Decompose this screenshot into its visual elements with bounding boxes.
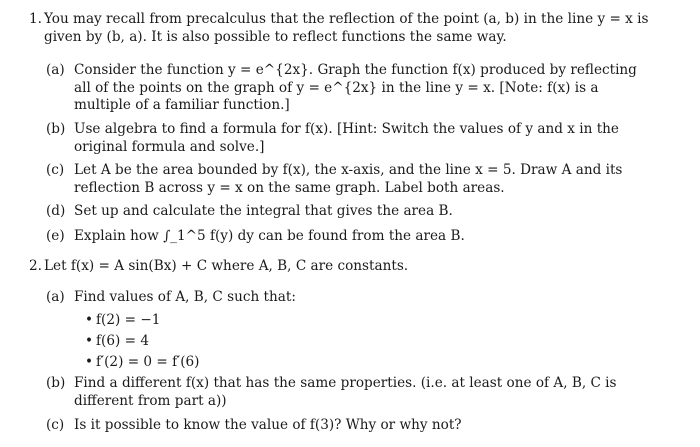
part-label: (c): [46, 417, 65, 433]
part-label: (a): [46, 62, 65, 78]
part-1b: [46, 121, 642, 156]
problem-2: [26, 258, 670, 276]
part-label: (a): [46, 289, 65, 305]
part-text: Consider the function y = e^{2x}. Graph the function f(x) produced by reflecting all of the points on the graph of y = e^{2x} in the line y = x. [Note: f(x) is a multiple of a familiar function.]: [74, 62, 637, 113]
part-label: (b): [46, 121, 66, 137]
part-label: (e): [46, 228, 65, 244]
problem-number: 2.: [29, 258, 42, 274]
part-2a: [46, 289, 642, 307]
part-text: Is it possible to know the value of f(3)? Why or why not?: [74, 417, 462, 433]
part-text: Find a different f(x) that has the same properties. (i.e. at least one of A, B, C is different from part a)): [74, 375, 617, 409]
part-2b: [46, 375, 642, 410]
bullet-item: • f(2) = −1: [96, 312, 160, 330]
problem-intro: Let f(x) = A sin(Bx) + C where A, B, C are constants.: [44, 258, 409, 274]
part-text: Use algebra to find a formula for f(x). [Hint: Switch the values of y and x in the original formula and solve.]: [74, 121, 619, 155]
part-2c: [46, 417, 642, 435]
part-label: (d): [46, 203, 66, 219]
part-text: Find values of A, B, C such that:: [74, 289, 296, 305]
problem-1: [26, 11, 670, 46]
part-1d: [46, 203, 642, 221]
part-text: Explain how ∫_1^5 f(y) dy can be found from the area B.: [74, 228, 465, 244]
part-text: Set up and calculate the integral that gives the area B.: [74, 203, 453, 219]
part-1a: [46, 62, 642, 115]
part-text: Let A be the area bounded by f(x), the x-axis, and the line x = 5. Draw A and its reflection B across y = x on the same graph. Label both areas.: [74, 162, 623, 196]
bullet-item: • f(6) = 4: [96, 333, 149, 351]
part-1c: [46, 162, 642, 197]
part-label: (c): [46, 162, 65, 178]
part-1e: [46, 228, 642, 246]
problem-intro: You may recall from precalculus that the reflection of the point (a, b) in the line y = x is given by (b, a). It is also possible to reflect functions the same way.: [44, 11, 649, 45]
bullet-item: • f′(2) = 0 = f′(6): [96, 354, 199, 372]
problem-number: 1.: [29, 11, 42, 27]
part-label: (b): [46, 375, 66, 391]
